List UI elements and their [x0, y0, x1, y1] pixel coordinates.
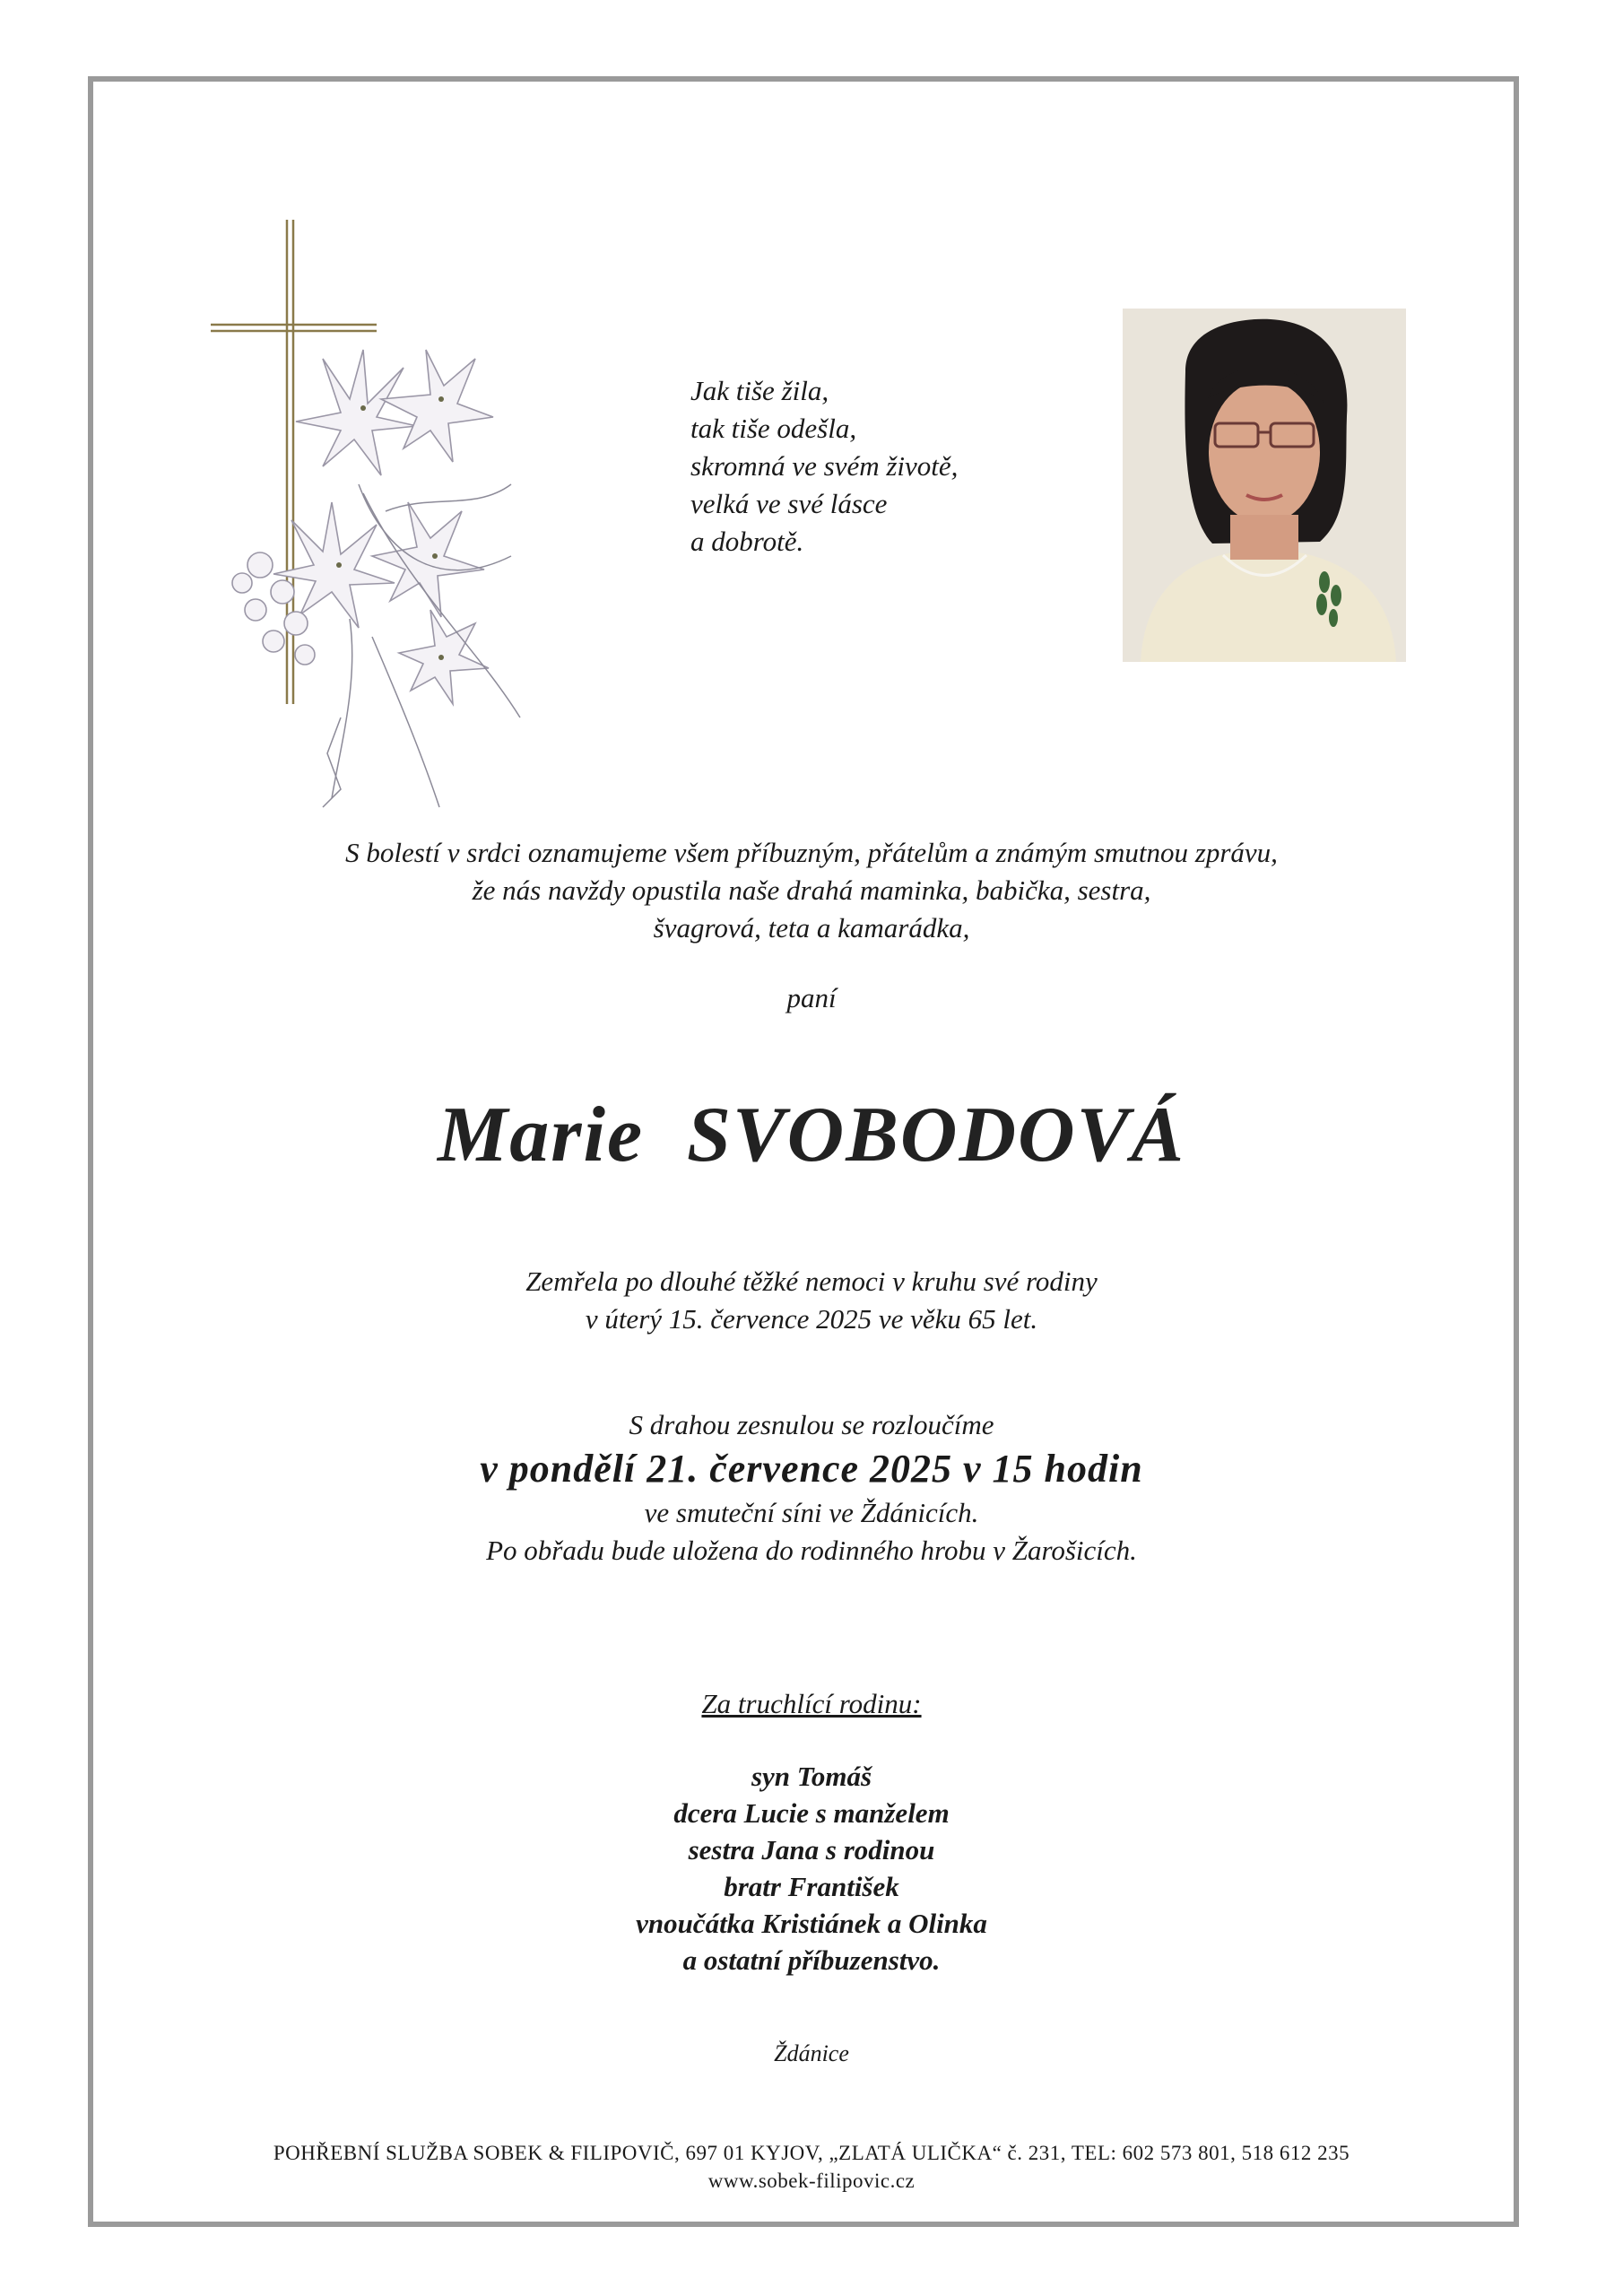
website-link[interactable]: www.sobek-filipovic.cz	[707, 2170, 916, 2192]
death-notice	[0, 1263, 1623, 1338]
announcement	[0, 834, 1623, 947]
verse-line: velká ve své lásce	[690, 488, 888, 519]
verse-line: Jak tiše žila,	[690, 375, 829, 406]
farewell-info	[0, 1406, 1623, 1570]
funeral-service-info: POHŘEBNÍ SLUŽBA SOBEK & FILIPOVIČ, 697 01 KYJOV, „ZLATÁ ULIČKA“ č. 231, TEL: 602 573 801, 518 612 235	[273, 2142, 1350, 2164]
place-name: Ždánice	[774, 2040, 849, 2066]
family-member: syn Tomáš	[751, 1761, 872, 1792]
announcement-line: že nás navždy opustila naše drahá maminka, babička, sestra,	[472, 874, 1151, 906]
cross-with-lilies-icon	[206, 215, 547, 825]
farewell-location: ve smuteční síni ve Ždánicích.	[644, 1497, 979, 1528]
family-member: sestra Jana s rodinou	[688, 1834, 935, 1866]
verse-line: skromná ve svém životě,	[690, 450, 959, 482]
family-heading: Za truchlící rodinu:	[701, 1688, 922, 1719]
footer	[0, 2139, 1623, 2195]
salutation: paní	[786, 982, 837, 1013]
memorial-verse	[690, 372, 958, 561]
farewell-intro: S drahou zesnulou se rozloučíme	[629, 1409, 994, 1440]
verse-line: tak tiše odešla,	[690, 413, 857, 444]
family-member: dcera Lucie s manželem	[673, 1797, 950, 1829]
family-member: bratr František	[724, 1871, 899, 1902]
announcement-line: S bolestí v srdci oznamujeme všem příbuzným, přátelům a známým smutnou zprávu,	[345, 837, 1278, 868]
family-members	[0, 1758, 1623, 1979]
farewell-datetime: v pondělí 21. července 2025 v 15 hodin	[480, 1447, 1143, 1491]
deceased-name: Marie SVOBODOVÁ	[438, 1091, 1185, 1178]
death-line: Zemřela po dlouhé těžké nemoci v kruhu své rodiny	[525, 1265, 1098, 1297]
burial-info: Po obřadu bude uložena do rodinného hrobu v Žarošicích.	[486, 1535, 1137, 1566]
family-member: a ostatní příbuzenstvo.	[682, 1944, 941, 1976]
family-member: vnoučátka Kristiánek a Olinka	[636, 1908, 987, 1939]
announcement-line: švagrová, teta a kamarádka,	[653, 912, 970, 944]
verse-line: a dobrotě.	[690, 526, 804, 557]
death-line: v úterý 15. července 2025 ve věku 65 let.	[585, 1303, 1038, 1335]
portrait-photo	[1123, 309, 1406, 662]
